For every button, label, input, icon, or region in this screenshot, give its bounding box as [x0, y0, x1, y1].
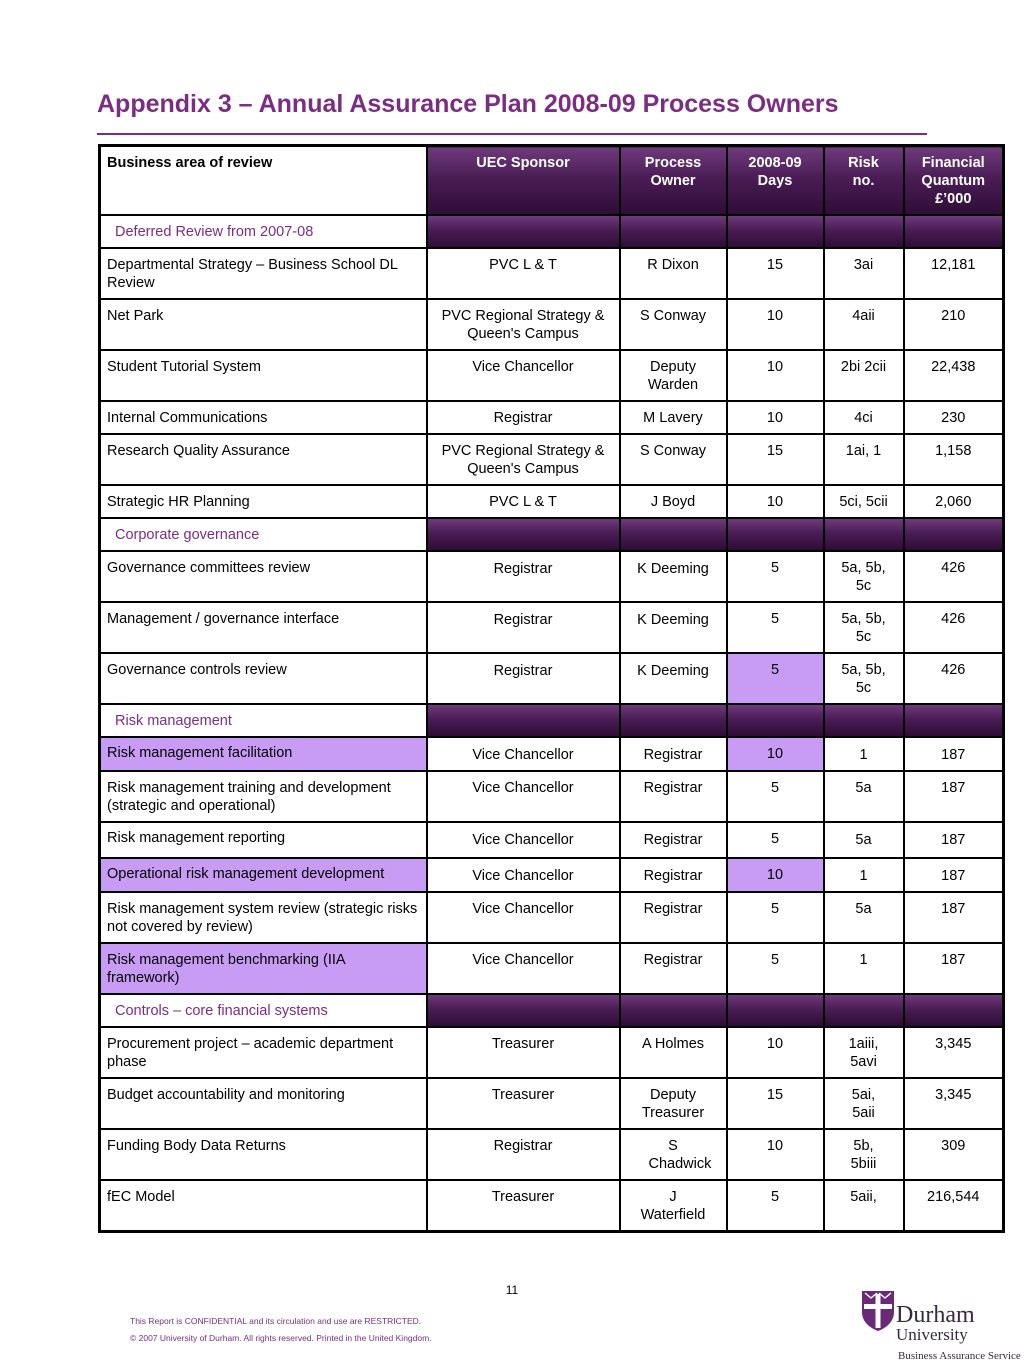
cell-risk: 4ci	[824, 401, 904, 434]
cell-financial: 187	[904, 858, 1004, 892]
shield-crest-icon	[861, 1290, 895, 1332]
cell-owner: Deputy Warden	[620, 350, 727, 401]
table-row	[100, 1180, 1004, 1232]
cell-sponsor: PVC Regional Strategy & Queen's Campus	[427, 434, 620, 485]
cell-sponsor: Registrar	[427, 602, 620, 653]
cell-risk: 5ci, 5cii	[824, 485, 904, 518]
cell-days: 5	[727, 822, 824, 858]
cell-sponsor: Treasurer	[427, 1180, 620, 1232]
table-row	[100, 737, 1004, 771]
cell-risk: 1ai, 1	[824, 434, 904, 485]
cell-owner: K Deeming	[620, 653, 727, 704]
cell-financial: 187	[904, 737, 1004, 771]
table-header-row	[100, 146, 1004, 216]
table-row	[100, 401, 1004, 434]
cell-days: 10	[727, 485, 824, 518]
cell-days: 10	[727, 858, 824, 892]
cell-financial: 187	[904, 943, 1004, 994]
cell-owner: Registrar	[620, 737, 727, 771]
section-row	[100, 704, 1004, 737]
cell-owner: S Chadwick	[620, 1129, 727, 1180]
cell-days: 10	[727, 350, 824, 401]
header-risk-no: Risk no.	[824, 146, 904, 216]
cell-owner: Registrar	[620, 822, 727, 858]
title-divider	[97, 133, 927, 135]
table-row	[100, 248, 1004, 299]
cell-owner: K Deeming	[620, 602, 727, 653]
table-row	[100, 485, 1004, 518]
cell-area: Strategic HR Planning	[100, 485, 427, 518]
cell-days: 10	[727, 401, 824, 434]
cell-sponsor: PVC L & T	[427, 248, 620, 299]
cell-financial: 3,345	[904, 1078, 1004, 1129]
cell-owner: J Boyd	[620, 485, 727, 518]
cell-area: Internal Communications	[100, 401, 427, 434]
cell-area: Risk management facilitation	[100, 737, 427, 771]
cell-financial: 1,158	[904, 434, 1004, 485]
table-row	[100, 551, 1004, 602]
cell-financial: 426	[904, 653, 1004, 704]
cell-days: 5	[727, 943, 824, 994]
section-row	[100, 994, 1004, 1027]
table-row	[100, 653, 1004, 704]
cell-days: 5	[727, 1180, 824, 1232]
cell-area: Risk management training and development (strategic and operational)	[100, 771, 427, 822]
cell-area: Research Quality Assurance	[100, 434, 427, 485]
cell-sponsor: Vice Chancellor	[427, 822, 620, 858]
cell-area: fEC Model	[100, 1180, 427, 1232]
cell-days: 10	[727, 1027, 824, 1078]
cell-area: Departmental Strategy – Business School DL Review	[100, 248, 427, 299]
cell-financial: 187	[904, 822, 1004, 858]
cell-sponsor: Vice Chancellor	[427, 943, 620, 994]
cell-owner: S Conway	[620, 434, 727, 485]
cell-risk: 5aii,	[824, 1180, 904, 1232]
cell-financial: 187	[904, 771, 1004, 822]
cell-financial: 3,345	[904, 1027, 1004, 1078]
table-row	[100, 858, 1004, 892]
cell-sponsor: Vice Chancellor	[427, 858, 620, 892]
cell-risk: 5b, 5biii	[824, 1129, 904, 1180]
section-label: Deferred Review from 2007-08	[100, 215, 427, 248]
cell-area: Risk management system review (strategic risks not covered by review)	[100, 892, 427, 943]
cell-days: 10	[727, 737, 824, 771]
cell-risk: 5a	[824, 771, 904, 822]
section-label: Controls – core financial systems	[100, 994, 427, 1027]
cell-days: 5	[727, 892, 824, 943]
cell-area: Budget accountability and monitoring	[100, 1078, 427, 1129]
cell-sponsor: Registrar	[427, 1129, 620, 1180]
cell-owner: Registrar	[620, 892, 727, 943]
cell-financial: 426	[904, 551, 1004, 602]
cell-days: 10	[727, 299, 824, 350]
cell-owner: A Holmes	[620, 1027, 727, 1078]
cell-area: Student Tutorial System	[100, 350, 427, 401]
logo-subtitle: University	[896, 1325, 968, 1344]
copyright-notice: © 2007 University of Durham. All rights reserved. Printed in the United Kingdom.	[130, 1333, 432, 1343]
cell-sponsor: Treasurer	[427, 1078, 620, 1129]
cell-risk: 5a, 5b, 5c	[824, 653, 904, 704]
cell-financial: 187	[904, 892, 1004, 943]
cell-days: 5	[727, 771, 824, 822]
logo-name: Durham	[896, 1302, 975, 1328]
cell-risk: 5a	[824, 892, 904, 943]
cell-days: 15	[727, 248, 824, 299]
cell-risk: 1aiii, 5avi	[824, 1027, 904, 1078]
cell-area: Risk management benchmarking (IIA framework)	[100, 943, 427, 994]
cell-days: 5	[727, 653, 824, 704]
cell-sponsor: PVC L & T	[427, 485, 620, 518]
cell-sponsor: Vice Chancellor	[427, 771, 620, 822]
cell-financial: 426	[904, 602, 1004, 653]
cell-area: Funding Body Data Returns	[100, 1129, 427, 1180]
header-financial-quantum: Financial Quantum £’000	[904, 146, 1004, 216]
cell-owner: Deputy Treasurer	[620, 1078, 727, 1129]
cell-risk: 4aii	[824, 299, 904, 350]
cell-risk: 3ai	[824, 248, 904, 299]
cell-area: Net Park	[100, 299, 427, 350]
cell-area: Risk management reporting	[100, 822, 427, 858]
cell-sponsor: Registrar	[427, 551, 620, 602]
section-label: Corporate governance	[100, 518, 427, 551]
cell-financial: 309	[904, 1129, 1004, 1180]
cell-owner: J Waterfield	[620, 1180, 727, 1232]
cell-sponsor: Registrar	[427, 401, 620, 434]
durham-university-logo	[858, 1288, 1024, 1365]
table-row	[100, 1129, 1004, 1180]
cell-owner: Registrar	[620, 858, 727, 892]
table-row	[100, 299, 1004, 350]
cell-owner: M Lavery	[620, 401, 727, 434]
table-row	[100, 943, 1004, 994]
cell-days: 15	[727, 434, 824, 485]
header-days: 2008-09 Days	[727, 146, 824, 216]
cell-owner: Registrar	[620, 771, 727, 822]
cell-financial: 210	[904, 299, 1004, 350]
logo-service: Business Assurance Service	[898, 1350, 1021, 1362]
cell-risk: 5a	[824, 822, 904, 858]
cell-owner: R Dixon	[620, 248, 727, 299]
table-row	[100, 434, 1004, 485]
cell-sponsor: Vice Chancellor	[427, 350, 620, 401]
cell-financial: 230	[904, 401, 1004, 434]
cell-risk: 5a, 5b, 5c	[824, 551, 904, 602]
table-row	[100, 1027, 1004, 1078]
page-number: 11	[505, 1283, 519, 1297]
cell-sponsor: Treasurer	[427, 1027, 620, 1078]
table-row	[100, 350, 1004, 401]
footer-notes	[130, 1313, 432, 1347]
cell-risk: 1	[824, 858, 904, 892]
cell-area: Management / governance interface	[100, 602, 427, 653]
cell-risk: 1	[824, 943, 904, 994]
table-row	[100, 1078, 1004, 1129]
cell-days: 15	[727, 1078, 824, 1129]
cell-financial: 216,544	[904, 1180, 1004, 1232]
table-row	[100, 822, 1004, 858]
cell-sponsor: PVC Regional Strategy & Queen's Campus	[427, 299, 620, 350]
cell-financial: 22,438	[904, 350, 1004, 401]
cell-risk: 2bi 2cii	[824, 350, 904, 401]
cell-days: 5	[727, 551, 824, 602]
cell-risk: 1	[824, 737, 904, 771]
cell-area: Operational risk management development	[100, 858, 427, 892]
cell-risk: 5ai, 5aii	[824, 1078, 904, 1129]
table-row	[100, 602, 1004, 653]
assurance-plan-table	[98, 144, 1005, 1233]
cell-financial: 2,060	[904, 485, 1004, 518]
cell-area: Governance committees review	[100, 551, 427, 602]
cell-owner: K Deeming	[620, 551, 727, 602]
cell-owner: Registrar	[620, 943, 727, 994]
page-title: Appendix 3 – Annual Assurance Plan 2008-09 Process Owners	[97, 90, 839, 118]
cell-sponsor: Registrar	[427, 653, 620, 704]
cell-days: 10	[727, 1129, 824, 1180]
cell-area: Procurement project – academic department phase	[100, 1027, 427, 1078]
header-business-area: Business area of review	[100, 146, 427, 216]
cell-owner: S Conway	[620, 299, 727, 350]
section-label: Risk management	[100, 704, 427, 737]
table-row	[100, 892, 1004, 943]
header-process-owner: Process Owner	[620, 146, 727, 216]
cell-financial: 12,181	[904, 248, 1004, 299]
cell-sponsor: Vice Chancellor	[427, 892, 620, 943]
section-row	[100, 215, 1004, 248]
cell-risk: 5a, 5b, 5c	[824, 602, 904, 653]
section-row	[100, 518, 1004, 551]
confidential-notice: This Report is CONFIDENTIAL and its circulation and use are RESTRICTED.	[130, 1316, 422, 1326]
header-uec-sponsor: UEC Sponsor	[427, 146, 620, 216]
table-row	[100, 771, 1004, 822]
cell-sponsor: Vice Chancellor	[427, 737, 620, 771]
cell-area: Governance controls review	[100, 653, 427, 704]
cell-days: 5	[727, 602, 824, 653]
